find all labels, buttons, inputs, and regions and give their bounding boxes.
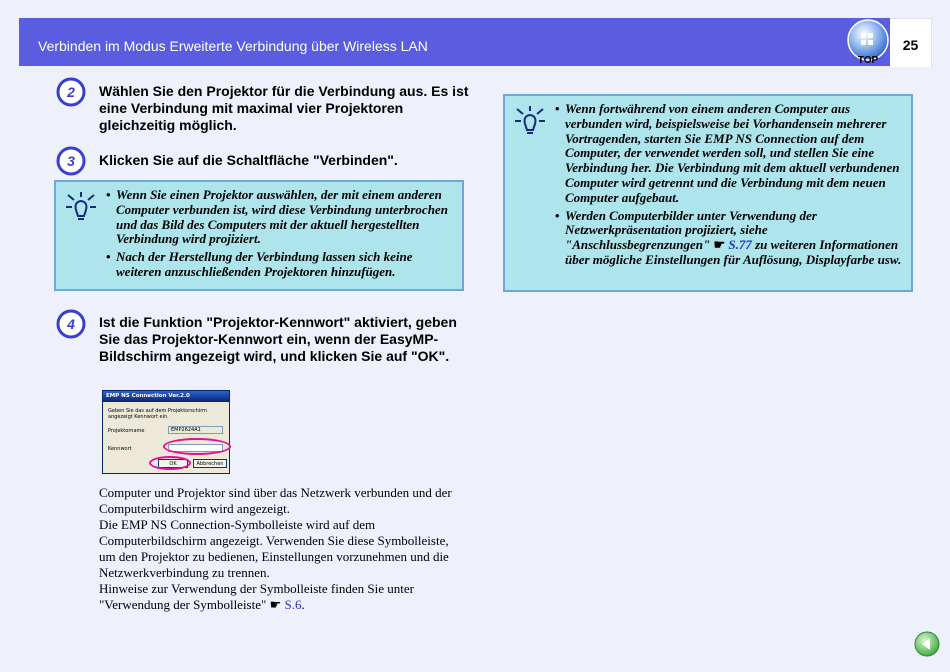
reference-hand-icon: ☛ xyxy=(713,237,726,253)
dialog-projector-label: Projektorname xyxy=(108,428,145,434)
note-right-list xyxy=(555,102,905,271)
reference-hand-icon: ☛ xyxy=(269,597,282,612)
link-s77[interactable]: S.77 xyxy=(728,237,752,253)
step-4-text: Ist die Funktion "Projektor-Kennwort" aktiviert, geben Sie das Projektor-Kennwort ein, wenn der EasyMP-Bildschirm angezeigt wird, und klicken Sie auf "OK". xyxy=(99,314,457,364)
note-right-item-2-tail: zu weiteren Informationen über mögliche Einstellungen für Auflösung, Displayfarbe usw. xyxy=(565,237,902,267)
result-para-3-tail: . xyxy=(301,597,305,612)
link-s6[interactable]: S.6 xyxy=(284,597,302,612)
ok-highlight-ring xyxy=(149,456,191,470)
note-left-item-2: • Nach der Herstellung der Verbindung lassen sich keine weiteren anzuschließenden Projektoren hinzufügen. xyxy=(106,250,456,280)
note-left-item-1: • Wenn Sie einen Projektor auswählen, der mit einem anderen Computer verbunden ist, wird diese Verbindung unterbrochen und das Bild des Computers mit der aktuell hergestellten Verbindung wird projiziert. xyxy=(106,188,456,247)
top-icon[interactable] xyxy=(846,18,890,66)
step-2-text: Wählen Sie den Projektor für die Verbindung aus. Es ist eine Verbindung mit maximal vier Projektoren gleichzeitig möglich. xyxy=(99,83,469,133)
note-left-list xyxy=(106,188,456,283)
note-right-item-2-text: Werden Computerbilder unter Verwendung der Netzwerkpräsentation projiziert, siehe "Anschlussbegrenzungen" xyxy=(565,207,817,253)
dialog-password-label: Kennwort xyxy=(108,446,132,452)
result-para-1: Computer und Projektor sind über das Netzwerk verbunden und der Computerbildschirm wird angezeigt. xyxy=(99,485,452,516)
step-3-text: Klicken Sie auf die Schaltfläche "Verbinden". xyxy=(99,152,398,168)
dialog-ok-button[interactable]: OK xyxy=(158,459,188,468)
step-4-number: 4 xyxy=(67,316,75,332)
note-box-left xyxy=(54,180,464,291)
result-para-3-text: Hinweise zur Verwendung der Symbolleiste finden Sie unter "Verwendung der Symbolleiste" xyxy=(99,581,414,612)
step-3-badge xyxy=(56,146,86,176)
lightbulb-note-icon xyxy=(513,104,547,138)
page-number-box xyxy=(890,18,932,67)
result-para-2: Die EMP NS Connection-Symbolleiste wird auf dem Computerbildschirm angezeigt. Verwenden Sie diese Symbolleiste, um den Projektor zu bedienen, Einstellungen vorzunehmen und die Netzwerkverbindung zu trennen. xyxy=(99,517,449,580)
lightbulb-note-icon xyxy=(64,190,98,224)
page-header xyxy=(19,18,890,66)
note-right-item-2 xyxy=(555,209,905,268)
step-2-badge xyxy=(56,77,86,107)
top-label: TOP xyxy=(857,55,879,66)
page-number: 25 xyxy=(902,37,919,53)
dialog-message: Geben Sie das auf dem Projektorschirm angezeigt Kennwort ein. xyxy=(108,408,208,420)
dialog-cancel-button[interactable]: Abbrechen xyxy=(193,459,227,468)
step-3-number: 3 xyxy=(67,153,75,169)
back-arrow-icon[interactable] xyxy=(914,631,940,657)
page-title: Verbinden im Modus Erweiterte Verbindung über Wireless LAN xyxy=(38,38,428,54)
password-highlight-ring xyxy=(163,438,231,455)
note-right-item-1: • Wenn fortwährend von einem anderen Computer aus verbunden wird, beispielsweise bei Vorhandensein mehrerer Vortragenden, starten Sie EMP NS Connection auf dem Computer, der verwendet werden soll, und stellen Sie eine Verbindung her. Die Verbindung mit dem aktuell verbundenen Computer wird getrennt und die Verbindung mit dem neuen Computer aufgebaut. xyxy=(555,102,905,206)
dialog-title: EMP NS Connection Ver.2.0 xyxy=(103,391,229,402)
step-4-badge xyxy=(56,309,86,339)
result-text xyxy=(99,485,459,613)
step-2-number: 2 xyxy=(67,84,75,100)
note-box-right xyxy=(503,94,913,292)
result-para-3 xyxy=(99,581,459,613)
dialog-projector-field: EMP2624A1 xyxy=(168,426,223,434)
